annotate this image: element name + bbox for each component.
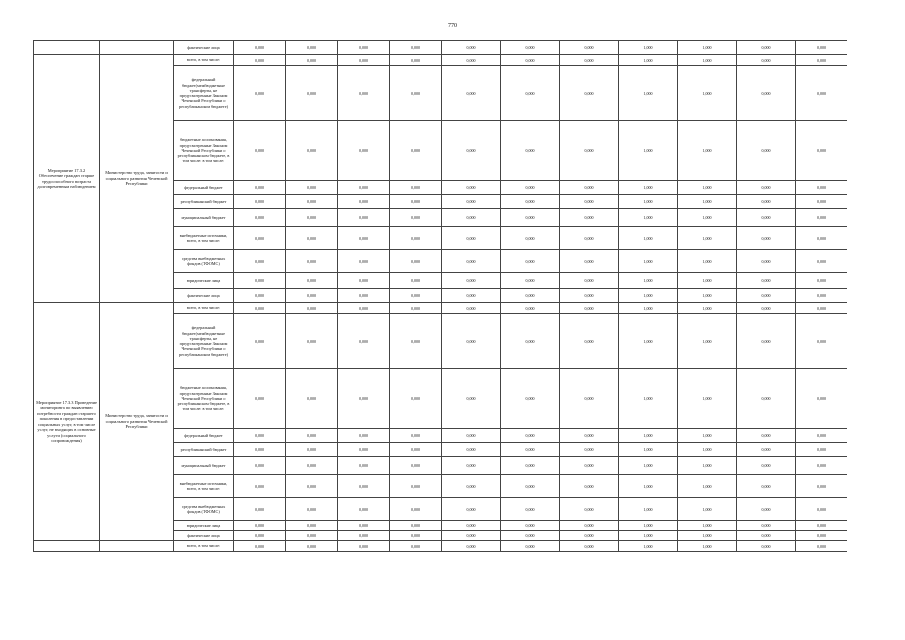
value-cell: 0,000 (737, 303, 796, 314)
value-cell: 0,000 (234, 303, 286, 314)
value-cell: 1,000 (678, 55, 737, 66)
value-cell: 0,000 (796, 227, 848, 250)
value-cell: 0,000 (390, 273, 442, 289)
value-cell: 0,000 (338, 303, 390, 314)
value-cell: 0,000 (338, 66, 390, 121)
value-cell: 1,000 (619, 457, 678, 475)
value-cell: 0,000 (737, 55, 796, 66)
value-cell: 1,000 (678, 66, 737, 121)
executor-cell: Министерство труда, занятости и социального развития Чеченской Республики (100, 55, 174, 303)
value-cell: 0,000 (442, 521, 501, 531)
value-cell: 0,000 (234, 475, 286, 498)
value-cell: 1,000 (678, 541, 737, 552)
value-cell: 1,000 (678, 521, 737, 531)
funding-source-cell: фактические лица (174, 531, 234, 541)
value-cell: 0,000 (560, 498, 619, 521)
value-cell: 0,000 (234, 369, 286, 429)
value-cell: 1,000 (678, 227, 737, 250)
value-cell: 0,000 (442, 121, 501, 181)
value-cell: 1,000 (619, 498, 678, 521)
value-cell: 0,000 (560, 209, 619, 227)
value-cell: 0,000 (560, 66, 619, 121)
value-cell: 0,000 (442, 314, 501, 369)
value-cell: 0,000 (737, 457, 796, 475)
value-cell: 0,000 (796, 250, 848, 273)
value-cell: 0,000 (737, 531, 796, 541)
funding-source-cell: муниципальный бюджет (174, 457, 234, 475)
value-cell: 0,000 (338, 521, 390, 531)
value-cell: 0,000 (338, 181, 390, 195)
value-cell: 0,000 (338, 541, 390, 552)
funding-source-cell: юридические лица (174, 273, 234, 289)
value-cell: 0,000 (338, 531, 390, 541)
value-cell: 1,000 (678, 475, 737, 498)
value-cell: 1,000 (619, 273, 678, 289)
value-cell: 0,000 (501, 429, 560, 443)
value-cell: 1,000 (619, 66, 678, 121)
value-cell: 0,000 (442, 531, 501, 541)
value-cell: 0,000 (442, 541, 501, 552)
value-cell: 0,000 (234, 541, 286, 552)
value-cell: 0,000 (796, 531, 848, 541)
value-cell: 1,000 (619, 475, 678, 498)
value-cell: 0,000 (442, 41, 501, 55)
value-cell: 0,000 (338, 369, 390, 429)
value-cell: 0,000 (234, 41, 286, 55)
value-cell: 0,000 (390, 209, 442, 227)
value-cell: 0,000 (286, 181, 338, 195)
value-cell: 0,000 (796, 289, 848, 303)
value-cell: 0,000 (560, 55, 619, 66)
value-cell: 0,000 (390, 66, 442, 121)
table-row (34, 541, 848, 552)
value-cell: 0,000 (338, 55, 390, 66)
value-cell: 0,000 (737, 475, 796, 498)
value-cell: 0,000 (737, 429, 796, 443)
value-cell: 0,000 (390, 498, 442, 521)
value-cell: 0,000 (737, 498, 796, 521)
value-cell: 0,000 (560, 541, 619, 552)
value-cell: 0,000 (286, 66, 338, 121)
value-cell: 1,000 (678, 429, 737, 443)
value-cell: 1,000 (619, 227, 678, 250)
table-row (34, 55, 848, 66)
value-cell: 0,000 (501, 457, 560, 475)
page-number: 770 (448, 23, 457, 29)
value-cell: 0,000 (501, 498, 560, 521)
value-cell: 0,000 (442, 195, 501, 209)
value-cell: 0,000 (234, 273, 286, 289)
value-cell: 0,000 (390, 314, 442, 369)
value-cell: 0,000 (338, 457, 390, 475)
funding-source-cell: бюджетные ассигнования, предусмотренные Законом Чеченской Республики о республиканском бюджете, в том числе: в том числе: (174, 121, 234, 181)
value-cell: 0,000 (286, 289, 338, 303)
measure-cell: Мероприятие 17.3.2 Обеспечение граждан старше трудоспособного возраста долговременным наблюдением (34, 55, 100, 303)
funding-source-cell: республиканский бюджет (174, 443, 234, 457)
value-cell: 0,000 (501, 475, 560, 498)
value-cell: 0,000 (286, 457, 338, 475)
funding-source-cell: муниципальный бюджет (174, 209, 234, 227)
value-cell: 1,000 (678, 181, 737, 195)
value-cell: 0,000 (338, 250, 390, 273)
value-cell: 0,000 (442, 475, 501, 498)
funding-source-cell: федеральный бюджет (174, 429, 234, 443)
value-cell: 0,000 (796, 273, 848, 289)
value-cell: 0,000 (286, 121, 338, 181)
value-cell: 0,000 (286, 41, 338, 55)
value-cell: 0,000 (560, 443, 619, 457)
value-cell: 0,000 (234, 314, 286, 369)
value-cell: 0,000 (442, 209, 501, 227)
value-cell: 0,000 (390, 521, 442, 531)
value-cell: 0,000 (796, 209, 848, 227)
value-cell: 0,000 (442, 443, 501, 457)
value-cell: 0,000 (737, 443, 796, 457)
funding-source-cell: юридические лица (174, 521, 234, 531)
value-cell: 0,000 (286, 521, 338, 531)
value-cell: 0,000 (286, 443, 338, 457)
value-cell: 0,000 (442, 498, 501, 521)
value-cell: 1,000 (678, 195, 737, 209)
value-cell: 1,000 (619, 541, 678, 552)
value-cell: 0,000 (560, 314, 619, 369)
financing-table (33, 40, 847, 552)
value-cell: 0,000 (501, 273, 560, 289)
value-cell: 1,000 (619, 195, 678, 209)
funding-source-cell: федеральный бюджет(межбюджетные трансферты, не предусмотренные Законом Чеченской Республики о республиканском бюджете) (174, 314, 234, 369)
value-cell: 0,000 (501, 41, 560, 55)
value-cell: 0,000 (286, 55, 338, 66)
value-cell: 0,000 (501, 541, 560, 552)
value-cell: 0,000 (338, 289, 390, 303)
funding-source-cell: внебюджетные источники, всего, в том числе: (174, 227, 234, 250)
value-cell: 0,000 (442, 250, 501, 273)
value-cell: 0,000 (234, 181, 286, 195)
value-cell: 0,000 (796, 541, 848, 552)
value-cell: 0,000 (234, 66, 286, 121)
value-cell: 0,000 (501, 55, 560, 66)
value-cell: 1,000 (619, 55, 678, 66)
value-cell: 0,000 (560, 273, 619, 289)
value-cell: 0,000 (442, 55, 501, 66)
value-cell: 0,000 (286, 227, 338, 250)
value-cell: 0,000 (390, 541, 442, 552)
value-cell: 0,000 (442, 369, 501, 429)
value-cell: 0,000 (390, 181, 442, 195)
value-cell: 0,000 (737, 195, 796, 209)
value-cell: 0,000 (286, 498, 338, 521)
funding-source-cell: федеральный бюджет(межбюджетные трансферты, не предусмотренные Законом Чеченской Республики о республиканском бюджете) (174, 66, 234, 121)
value-cell: 0,000 (286, 314, 338, 369)
executor-cell: Министерство труда, занятости и социального развития Чеченской Республики (100, 303, 174, 541)
funding-source-cell: республиканский бюджет (174, 195, 234, 209)
value-cell: 0,000 (560, 429, 619, 443)
value-cell: 0,000 (338, 498, 390, 521)
value-cell: 0,000 (796, 195, 848, 209)
value-cell: 0,000 (390, 289, 442, 303)
funding-source-cell: федеральный бюджет (174, 181, 234, 195)
value-cell: 0,000 (737, 209, 796, 227)
value-cell: 0,000 (234, 195, 286, 209)
value-cell: 0,000 (338, 429, 390, 443)
value-cell: 0,000 (560, 457, 619, 475)
value-cell: 1,000 (678, 250, 737, 273)
value-cell: 0,000 (234, 531, 286, 541)
value-cell: 0,000 (560, 475, 619, 498)
value-cell: 0,000 (501, 121, 560, 181)
value-cell: 1,000 (678, 369, 737, 429)
value-cell: 0,000 (796, 457, 848, 475)
value-cell: 0,000 (286, 273, 338, 289)
value-cell: 0,000 (234, 250, 286, 273)
value-cell: 1,000 (619, 303, 678, 314)
value-cell: 0,000 (560, 181, 619, 195)
value-cell: 0,000 (501, 303, 560, 314)
value-cell: 0,000 (796, 314, 848, 369)
value-cell: 0,000 (286, 369, 338, 429)
value-cell: 0,000 (796, 121, 848, 181)
value-cell: 0,000 (390, 303, 442, 314)
value-cell: 0,000 (442, 227, 501, 250)
value-cell: 0,000 (390, 227, 442, 250)
value-cell: 0,000 (796, 475, 848, 498)
value-cell: 0,000 (737, 227, 796, 250)
funding-source-cell: средства внебюджетных фондов (ТФОМС) (174, 250, 234, 273)
measure-cell: Мероприятие 17.3.3 Проведение мониторинга по выявлению потребности граждан старшего поколения в предоставлении социальных услуг, в том числе услуг, не входящих в основные услуги (социального сопровождения) (34, 303, 100, 541)
value-cell: 0,000 (560, 303, 619, 314)
value-cell: 0,000 (560, 227, 619, 250)
value-cell: 0,000 (796, 521, 848, 531)
value-cell: 0,000 (338, 443, 390, 457)
value-cell: 0,000 (390, 475, 442, 498)
value-cell: 0,000 (286, 531, 338, 541)
value-cell: 1,000 (678, 314, 737, 369)
value-cell: 0,000 (286, 541, 338, 552)
value-cell: 0,000 (501, 250, 560, 273)
value-cell: 0,000 (390, 195, 442, 209)
value-cell: 0,000 (234, 443, 286, 457)
value-cell: 1,000 (619, 181, 678, 195)
value-cell: 0,000 (796, 369, 848, 429)
value-cell: 0,000 (501, 443, 560, 457)
value-cell: 1,000 (678, 498, 737, 521)
value-cell: 0,000 (501, 369, 560, 429)
value-cell: 0,000 (501, 209, 560, 227)
value-cell: 0,000 (796, 443, 848, 457)
value-cell: 0,000 (390, 55, 442, 66)
value-cell: 1,000 (619, 121, 678, 181)
funding-source-cell: средства внебюджетных фондов (ТФОМС) (174, 498, 234, 521)
table-body (34, 41, 848, 552)
value-cell: 0,000 (234, 498, 286, 521)
value-cell: 0,000 (737, 289, 796, 303)
value-cell: 0,000 (796, 181, 848, 195)
value-cell: 1,000 (678, 121, 737, 181)
value-cell: 0,000 (560, 369, 619, 429)
value-cell: 1,000 (678, 443, 737, 457)
value-cell: 0,000 (560, 250, 619, 273)
value-cell: 0,000 (286, 195, 338, 209)
value-cell: 1,000 (678, 457, 737, 475)
value-cell: 0,000 (390, 531, 442, 541)
value-cell: 1,000 (619, 521, 678, 531)
value-cell: 0,000 (796, 41, 848, 55)
value-cell: 0,000 (338, 41, 390, 55)
value-cell: 0,000 (796, 55, 848, 66)
value-cell: 0,000 (560, 531, 619, 541)
value-cell: 1,000 (619, 289, 678, 303)
value-cell: 0,000 (390, 41, 442, 55)
value-cell: 1,000 (678, 41, 737, 55)
value-cell: 0,000 (390, 369, 442, 429)
value-cell: 0,000 (390, 250, 442, 273)
value-cell: 1,000 (619, 531, 678, 541)
value-cell: 0,000 (560, 195, 619, 209)
value-cell: 0,000 (234, 227, 286, 250)
value-cell: 0,000 (796, 66, 848, 121)
value-cell: 0,000 (737, 250, 796, 273)
value-cell: 0,000 (737, 314, 796, 369)
value-cell: 0,000 (234, 289, 286, 303)
value-cell: 0,000 (737, 521, 796, 531)
value-cell: 0,000 (286, 250, 338, 273)
value-cell: 0,000 (338, 227, 390, 250)
value-cell: 1,000 (619, 314, 678, 369)
funding-source-cell: бюджетные ассигнования, предусмотренные Законом Чеченской Республики о республиканском бюджете, в том числе: в том числе: (174, 369, 234, 429)
value-cell: 0,000 (560, 121, 619, 181)
measure-cell (34, 41, 100, 55)
funding-source-cell: фактические лица (174, 41, 234, 55)
value-cell: 1,000 (678, 531, 737, 541)
value-cell: 0,000 (501, 66, 560, 121)
measure-cell (34, 541, 100, 552)
value-cell: 0,000 (737, 369, 796, 429)
table-row (34, 41, 848, 55)
value-cell: 0,000 (442, 429, 501, 443)
value-cell: 0,000 (390, 443, 442, 457)
value-cell: 0,000 (796, 429, 848, 443)
value-cell: 0,000 (338, 314, 390, 369)
value-cell: 0,000 (737, 181, 796, 195)
value-cell: 0,000 (442, 457, 501, 475)
value-cell: 1,000 (619, 429, 678, 443)
value-cell: 0,000 (338, 475, 390, 498)
value-cell: 0,000 (338, 273, 390, 289)
value-cell: 0,000 (390, 457, 442, 475)
value-cell: 0,000 (442, 66, 501, 121)
funding-source-cell: всего, в том числе: (174, 303, 234, 314)
value-cell: 1,000 (678, 289, 737, 303)
value-cell: 0,000 (501, 531, 560, 541)
value-cell: 0,000 (442, 303, 501, 314)
value-cell: 0,000 (737, 273, 796, 289)
funding-source-cell: всего, в том числе: (174, 541, 234, 552)
value-cell: 0,000 (390, 429, 442, 443)
value-cell: 1,000 (619, 41, 678, 55)
funding-source-cell: всего, в том числе: (174, 55, 234, 66)
value-cell: 0,000 (560, 521, 619, 531)
value-cell: 0,000 (286, 209, 338, 227)
value-cell: 0,000 (234, 55, 286, 66)
value-cell: 0,000 (737, 121, 796, 181)
value-cell: 1,000 (619, 209, 678, 227)
value-cell: 0,000 (501, 314, 560, 369)
value-cell: 0,000 (234, 457, 286, 475)
value-cell: 0,000 (442, 289, 501, 303)
value-cell: 0,000 (501, 227, 560, 250)
value-cell: 0,000 (796, 303, 848, 314)
value-cell: 1,000 (678, 303, 737, 314)
value-cell: 0,000 (560, 289, 619, 303)
value-cell: 0,000 (390, 121, 442, 181)
value-cell: 0,000 (737, 541, 796, 552)
value-cell: 1,000 (678, 209, 737, 227)
funding-source-cell: внебюджетные источники, всего, в том числе: (174, 475, 234, 498)
value-cell: 0,000 (501, 195, 560, 209)
value-cell: 0,000 (234, 429, 286, 443)
value-cell: 0,000 (286, 475, 338, 498)
value-cell: 0,000 (338, 209, 390, 227)
value-cell: 0,000 (234, 121, 286, 181)
value-cell: 1,000 (678, 273, 737, 289)
value-cell: 0,000 (501, 289, 560, 303)
value-cell: 0,000 (286, 303, 338, 314)
funding-source-cell: фактические лица (174, 289, 234, 303)
value-cell: 1,000 (619, 443, 678, 457)
value-cell: 0,000 (796, 498, 848, 521)
value-cell: 0,000 (338, 121, 390, 181)
executor-cell (100, 41, 174, 55)
executor-cell (100, 541, 174, 552)
value-cell: 0,000 (442, 181, 501, 195)
value-cell: 0,000 (234, 209, 286, 227)
value-cell: 1,000 (619, 250, 678, 273)
table-row (34, 303, 848, 314)
table-wrapper (33, 40, 847, 580)
value-cell: 0,000 (501, 521, 560, 531)
value-cell: 0,000 (234, 521, 286, 531)
value-cell: 0,000 (338, 195, 390, 209)
value-cell: 1,000 (619, 369, 678, 429)
value-cell: 0,000 (286, 429, 338, 443)
value-cell: 0,000 (737, 41, 796, 55)
value-cell: 0,000 (560, 41, 619, 55)
value-cell: 0,000 (737, 66, 796, 121)
value-cell: 0,000 (501, 181, 560, 195)
value-cell: 0,000 (442, 273, 501, 289)
